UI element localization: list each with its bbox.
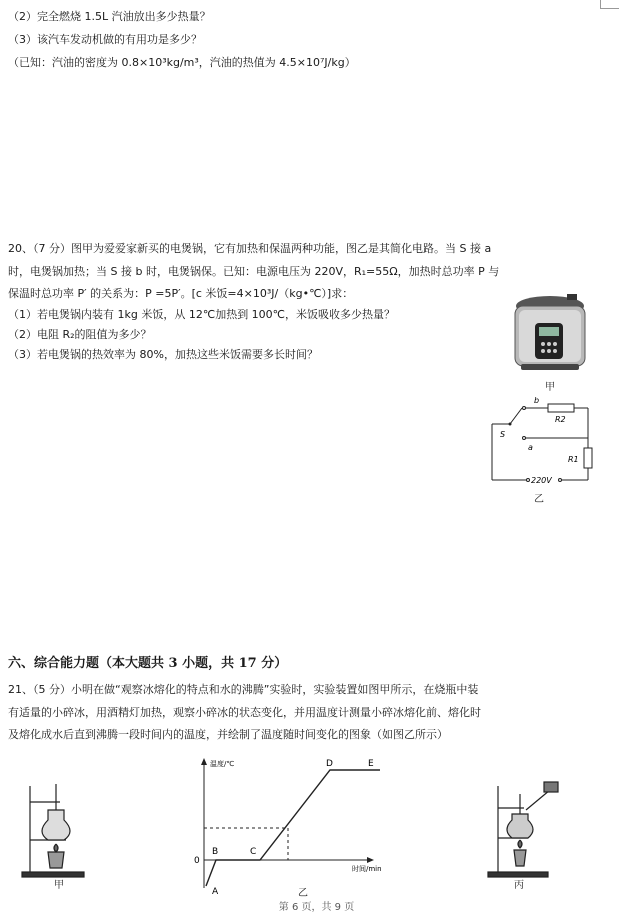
q19-part2: （2）完全燃烧 1.5L 汽油放出多少热量？	[8, 10, 211, 23]
temperature-graph	[190, 756, 400, 899]
point-b-label: B	[212, 847, 219, 857]
q21-line2: 有适量的小碎冰，用酒精灯加热，观察小碎冰的状态变化，并用温度计测量小碎冰熔化前、熔化时	[8, 706, 481, 719]
q20-line2: 时，电煲锅加热；当 S 接 b 时，电煲锅保。已知：电源电压为 220V，R₁=55Ω，加热时总功率 P 与	[8, 265, 500, 278]
apparatus-right-caption: 丙	[514, 880, 524, 891]
circuit-caption: 乙	[534, 494, 544, 505]
apparatus-left-image	[18, 780, 88, 880]
apparatus-right-image	[484, 780, 564, 880]
graph-svg	[190, 756, 400, 896]
point-a-label: A	[212, 887, 219, 896]
q19-part3: （3）该汽车发动机做的有用功是多少？	[8, 33, 202, 46]
q20-part3: （3）若电煲锅的热效率为 80%，加热这些米饭需要多长时间？	[8, 348, 318, 361]
circuit-svg	[488, 392, 600, 490]
q21-line3: 及熔化成水后直到沸腾一段时间内的温度，并绘制了温度随时间变化的图象（如图乙所示）	[8, 728, 448, 741]
q19-given: （已知：汽油的密度为 0.8×10³kg/m³，汽油的热值为 4.5×10⁷J/kg）	[8, 56, 356, 69]
cooker-caption: 甲	[545, 382, 555, 393]
circuit-diagram	[488, 392, 600, 505]
q21-line1: 21、（5 分）小明在做“观察冰熔化的特点和水的沸腾”实验时，实验装置如图甲所示，在烧瓶中装	[8, 683, 479, 696]
graph-caption: 乙	[298, 888, 308, 899]
q20-line1: 20、（7 分）图甲为爱爱家新买的电煲锅，它有加热和保温两种功能，图乙是其简化电路。当 S 接 a	[8, 242, 492, 255]
terminal-a-label: a	[528, 443, 533, 452]
graph-xlabel: 时间/min	[352, 865, 382, 873]
q20-part1: （1）若电煲锅内装有 1kg 米饭，从 12℃加热到 100℃，米饭吸收多少热量？	[8, 308, 396, 321]
page-footer: 第 6 页，共 9 页	[278, 902, 355, 913]
graph-ylabel: 温度/℃	[210, 760, 235, 768]
point-c-label: C	[250, 847, 257, 857]
section-6-title: 六、综合能力题（本大题共 3 小题，共 17 分）	[8, 656, 288, 671]
point-d-label: D	[326, 759, 333, 769]
voltage-label: 220V	[531, 476, 552, 485]
terminal-b-label: b	[534, 396, 540, 405]
switch-label: S	[500, 430, 506, 439]
apparatus-left-caption: 甲	[54, 880, 64, 891]
point-e-label: E	[368, 759, 374, 769]
page-corner-mark	[600, 0, 619, 9]
q20-part2: （2）电阻 R₂的阻值为多少？	[8, 328, 152, 341]
apparatus-left-figure	[18, 780, 88, 890]
r1-label: R1	[568, 455, 579, 464]
q20-line3: 保温时总功率 P′ 的关系为：P =5P′。[c 米饭=4×10³J/（kg•℃）]求：	[8, 287, 354, 300]
r2-label: R2	[555, 415, 566, 424]
rice-cooker-figure	[505, 288, 595, 393]
rice-cooker-image	[505, 288, 595, 388]
graph-origin-label: 0	[194, 856, 200, 866]
apparatus-right-figure	[484, 780, 564, 890]
